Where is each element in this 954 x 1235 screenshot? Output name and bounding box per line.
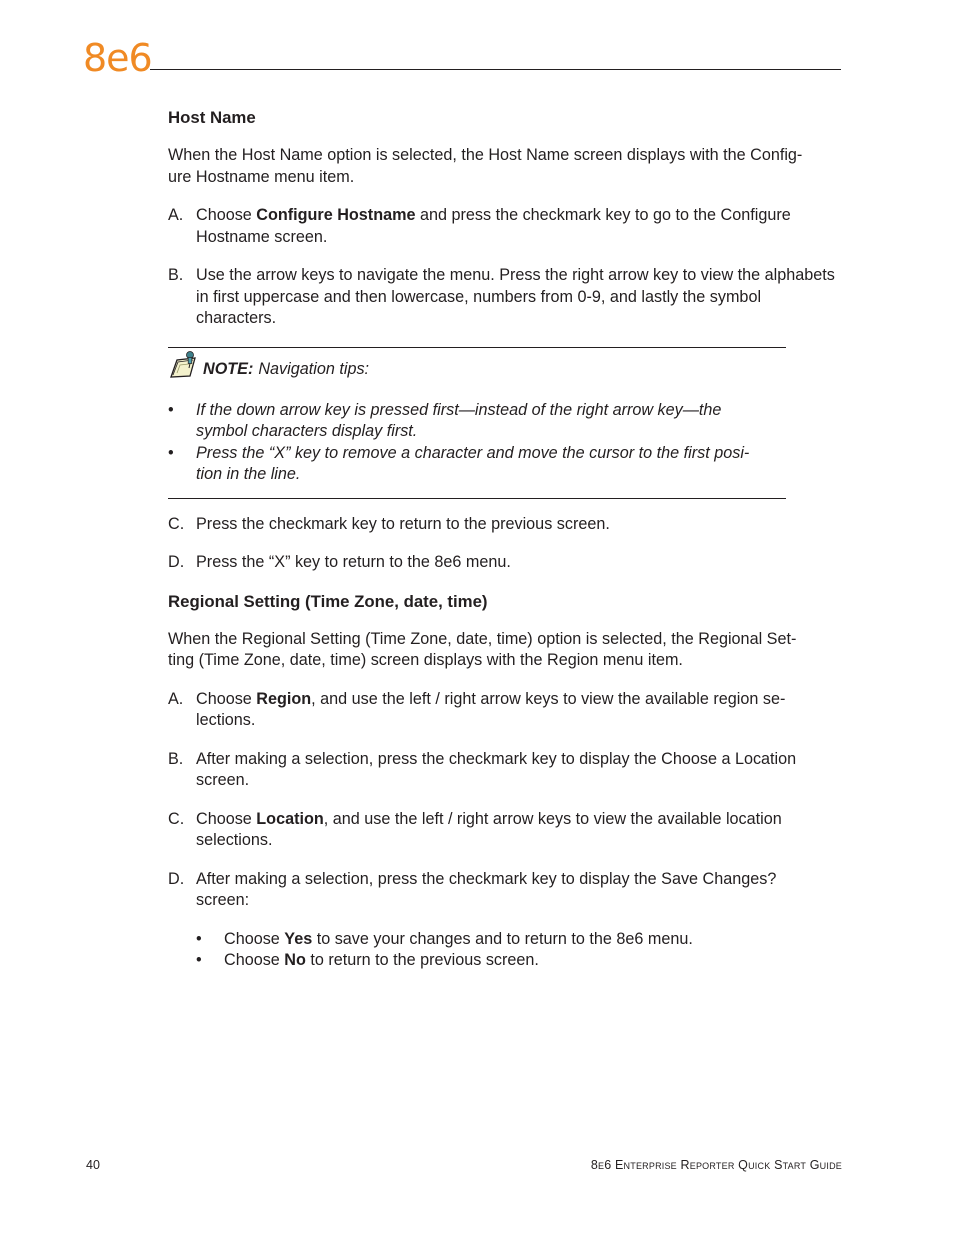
list-item xyxy=(196,950,843,972)
regional-step-c xyxy=(168,809,843,852)
step-letter: B. xyxy=(168,266,184,284)
step-text: After making a selection, press the checkmark key to display the Save Changes? xyxy=(196,869,777,888)
regional-step-a xyxy=(168,689,843,732)
step-bold-term: Region xyxy=(256,689,312,708)
step-text: and press the checkmark key to go to the Configure Hostname screen. xyxy=(196,206,791,246)
note-label: NOTE: xyxy=(203,359,254,378)
bullet-line: to return to the previous screen. xyxy=(305,951,539,969)
step-bold-term: Location xyxy=(256,809,324,828)
step-a xyxy=(168,205,843,248)
bullet-line: Press the “X” key to remove a character and move the cursor to the first posi- xyxy=(196,443,750,462)
step-text: After making a selection, press the checkmark key to display the Choose a Location xyxy=(196,749,797,768)
step-letter: A. xyxy=(168,689,184,708)
bullet-line: If the down arrow key is pressed first—instead of the right arrow key—the xyxy=(196,400,722,419)
note-box xyxy=(168,347,786,499)
step-d xyxy=(168,552,843,574)
step-letter: B. xyxy=(168,749,184,768)
bullet-dot: • xyxy=(168,443,174,462)
step-text: lections. xyxy=(196,711,256,729)
step-text: , and use the left / right arrow keys to view the available location xyxy=(323,809,782,828)
regional-intro xyxy=(168,629,843,672)
step-body: Use the arrow keys to navigate the menu. Press the right arrow key to view the alphabets in first uppercase and then lowercase, numbers from 0-9, and lastly the symbol characters. xyxy=(196,266,835,327)
step-letter: C. xyxy=(168,514,185,533)
section-title-host-name: Host Name xyxy=(168,108,256,127)
bullet-line: Choose xyxy=(224,951,285,969)
step-text: selections. xyxy=(196,831,273,849)
bullet-text xyxy=(224,929,843,951)
note-pushpin-icon xyxy=(168,351,203,388)
step-b xyxy=(168,265,843,330)
logo: 8e6 xyxy=(83,36,152,80)
step-text: Choose xyxy=(196,206,257,224)
step-text: , and use the left / right arrow keys to view the available region se- xyxy=(311,689,786,708)
step-body xyxy=(196,205,843,248)
bullet-dot: • xyxy=(196,929,202,948)
note-bullet xyxy=(168,443,786,486)
step-text: screen: xyxy=(196,891,250,909)
step-text: screen. xyxy=(196,771,250,789)
step-letter: C. xyxy=(168,809,185,828)
bullet-dot: • xyxy=(168,400,174,419)
note-title: Navigation tips: xyxy=(258,359,370,378)
list-item xyxy=(196,929,843,951)
bullet-bold-term: No xyxy=(284,951,306,969)
bullet-text xyxy=(196,443,786,486)
bullet-line: Choose xyxy=(224,929,285,948)
host-name-intro xyxy=(168,145,843,188)
bullet-text xyxy=(196,400,786,443)
step-body: Press the checkmark key to return to the previous screen. xyxy=(196,514,610,533)
guide-title: 8e6 Enterprise Reporter Quick Start Guide xyxy=(590,1158,842,1172)
step-text: Choose xyxy=(196,689,257,708)
step-letter: A. xyxy=(168,206,184,224)
section-title-regional-setting: Regional Setting (Time Zone, date, time) xyxy=(168,591,488,611)
intro-line-2: ting (Time Zone, date, time) screen displays with the Region menu item. xyxy=(168,651,683,669)
bullet-text xyxy=(224,950,843,972)
intro-line-2: ure Hostname menu item. xyxy=(168,167,355,186)
bullet-line: symbol characters display first. xyxy=(196,422,418,440)
bullet-line: to save your changes and to return to the 8e6 menu. xyxy=(312,929,693,948)
step-body xyxy=(196,869,843,912)
header-rule xyxy=(150,69,841,70)
regional-step-d xyxy=(168,869,843,912)
note-bullet xyxy=(168,400,786,443)
step-text: Choose xyxy=(196,809,257,828)
step-letter: D. xyxy=(168,869,185,888)
intro-line-1: When the Regional Setting (Time Zone, date, time) option is selected, the Regional Set- xyxy=(168,629,797,648)
bullet-line: tion in the line. xyxy=(196,465,301,483)
intro-line-1: When the Host Name option is selected, the Host Name screen displays with the Config- xyxy=(168,146,803,164)
bullet-dot: • xyxy=(196,951,202,969)
step-letter: D. xyxy=(168,553,185,571)
regional-step-b xyxy=(168,749,843,792)
step-bold-term: Configure Hostname xyxy=(256,206,416,224)
page-content xyxy=(168,107,843,972)
step-body xyxy=(196,749,843,792)
save-options-list xyxy=(196,929,843,972)
step-c xyxy=(168,514,843,536)
step-body xyxy=(196,689,843,732)
bullet-bold-term: Yes xyxy=(284,929,313,948)
step-body: Press the “X” key to return to the 8e6 menu. xyxy=(196,553,511,571)
note-header xyxy=(168,352,786,388)
step-body xyxy=(196,809,843,852)
page-number: 40 xyxy=(86,1158,100,1172)
